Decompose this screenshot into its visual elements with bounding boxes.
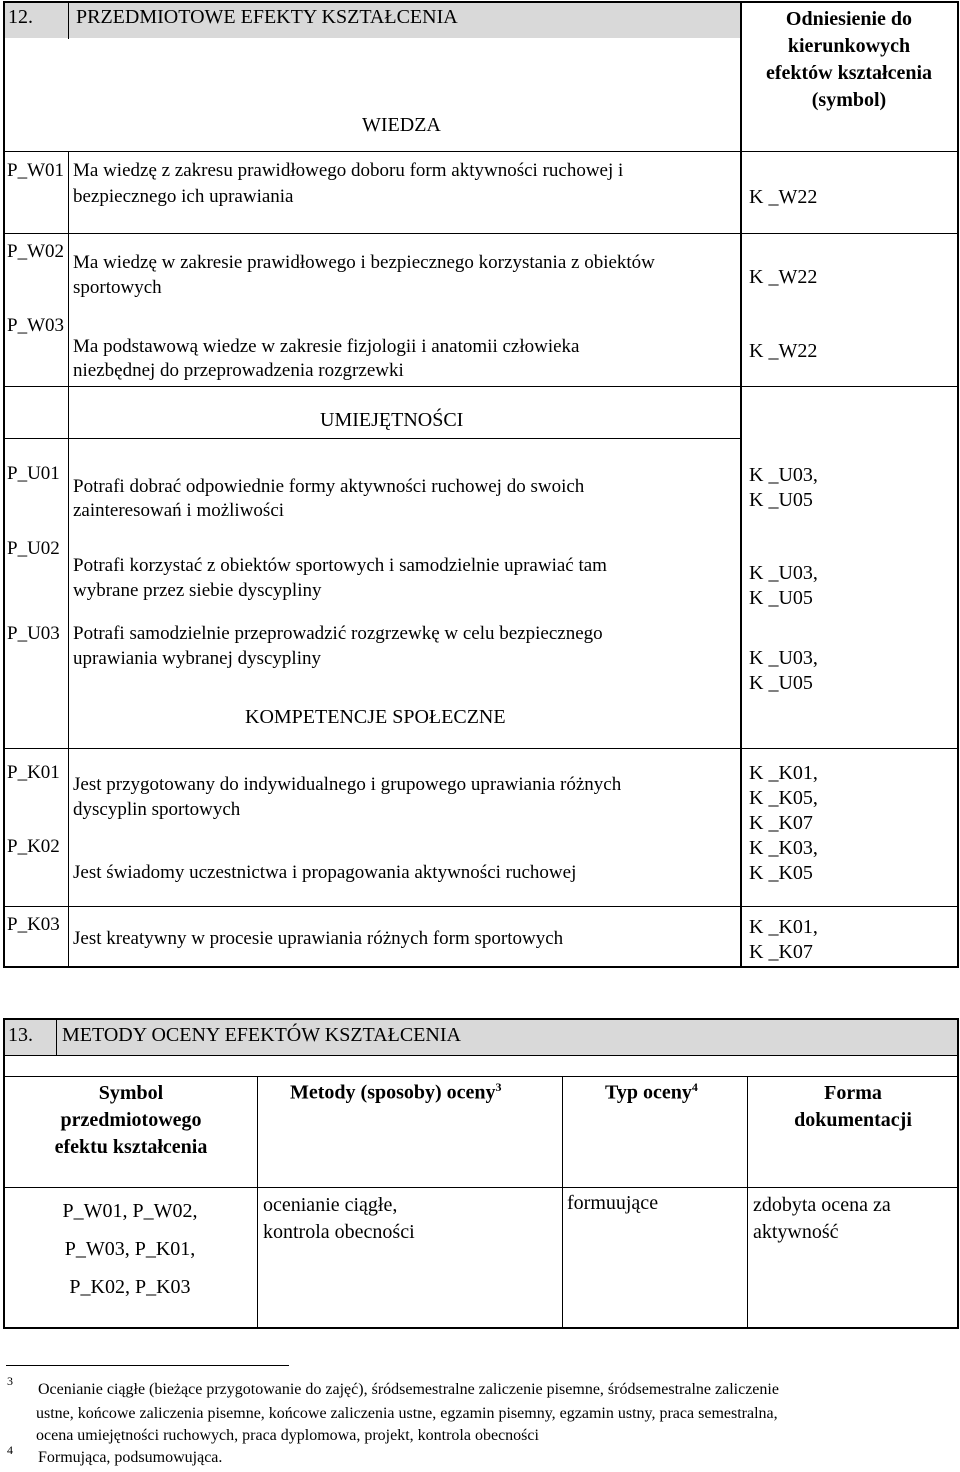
footnote-mark: 4 xyxy=(7,1443,13,1457)
effect-reference: K _U03, xyxy=(749,562,818,584)
effect-reference: K _K07 xyxy=(749,812,813,834)
reference-header-line: Odniesienie do xyxy=(785,8,913,30)
effect-description: Ma wiedzę z zakresu prawidłowego doboru form aktywności ruchowej i xyxy=(73,160,624,181)
cell-line: ocenianie ciągłe, xyxy=(263,1194,398,1216)
footnote-ref: 3 xyxy=(495,1080,502,1094)
effect-reference: K _K03, xyxy=(749,837,818,859)
cell-metody xyxy=(263,1192,415,1246)
effect-reference: K _U05 xyxy=(749,489,813,511)
cell-line: zdobyta ocena za xyxy=(753,1194,891,1216)
effect-symbol: P_K03 xyxy=(7,914,60,935)
effect-reference: K _K05, xyxy=(749,787,818,809)
reference-header-line: efektów kształcenia xyxy=(765,62,933,84)
effect-description: wybrane przez siebie dyscypliny xyxy=(73,580,322,601)
header-text: Typ oceny xyxy=(605,1081,692,1104)
effect-symbol: P_U02 xyxy=(7,538,60,559)
effect-description: Jest kreatywny w procesie uprawiania różnych form sportowych xyxy=(73,928,564,949)
reference-header-line: (symbol) xyxy=(811,89,887,111)
section-13-title: METODY OCENY EFEKTÓW KSZTAŁCENIA xyxy=(62,1024,461,1046)
effect-reference: K _U03, xyxy=(749,464,818,486)
footnote-ref: 4 xyxy=(691,1080,698,1094)
effect-reference: K _U03, xyxy=(749,647,818,669)
effect-description: niezbędnej do przeprowadzenia rozgrzewki xyxy=(73,360,404,381)
header-line: efektu kształcenia xyxy=(54,1136,208,1158)
section-12-number: 12. xyxy=(8,6,33,28)
footnote-text: ocena umiejętności ruchowych, praca dyplomowa, projekt, kontrola obecności xyxy=(36,1427,539,1444)
effect-symbol: P_K02 xyxy=(7,836,60,857)
effect-reference: K _W22 xyxy=(749,266,818,288)
cell-symbols xyxy=(0,1192,285,1306)
effect-description: Potrafi samodzielnie przeprowadzić rozgrzewkę w celu bezpiecznego xyxy=(73,623,603,644)
effect-reference: K _K05 xyxy=(749,862,813,884)
footnote-text: Ocenianie ciągłe (bieżące przygotowanie do zajęć), śródsemestralne zaliczenie pisemne, śródsemestralne zaliczenie xyxy=(38,1381,779,1398)
effect-description: sportowych xyxy=(73,277,162,298)
footnote-mark: 3 xyxy=(7,1374,13,1388)
group-label-kompetencje: KOMPETENCJE SPOŁECZNE xyxy=(245,706,506,728)
column-header-metody xyxy=(290,1080,502,1105)
section-13-number: 13. xyxy=(8,1024,33,1046)
cell-line: P_W03, P_K01, xyxy=(64,1238,196,1260)
cell-line: kontrola obecności xyxy=(263,1221,415,1243)
cell-forma xyxy=(753,1192,891,1246)
cell-line: P_W01, P_W02, xyxy=(62,1200,198,1222)
column-header-typ xyxy=(605,1080,698,1105)
effect-reference: K _W22 xyxy=(749,340,818,362)
effect-description: Potrafi korzystać z obiektów sportowych i samodzielnie uprawiać tam xyxy=(73,555,607,576)
column-header-forma xyxy=(749,1080,957,1134)
effect-symbol: P_U01 xyxy=(7,463,60,484)
effect-description: Ma podstawową wiedze w zakresie fizjologii i anatomii człowieka xyxy=(73,336,580,357)
effect-symbol: P_K01 xyxy=(7,762,60,783)
reference-header-line: kierunkowych xyxy=(787,35,911,57)
effect-symbol: P_W03 xyxy=(7,315,64,336)
effect-reference: K _K01, xyxy=(749,762,818,784)
effect-symbol: P_W01 xyxy=(7,160,64,181)
effect-description: Ma wiedzę w zakresie prawidłowego i bezpiecznego korzystania z obiektów xyxy=(73,252,655,273)
effect-description: uprawiania wybranej dyscypliny xyxy=(73,648,321,669)
footnote-separator xyxy=(6,1365,289,1366)
effect-description: zainteresowań i możliwości xyxy=(73,500,285,521)
reference-column-header xyxy=(742,6,956,114)
group-label-umiejetnosci: UMIEJĘTNOŚCI xyxy=(320,409,464,431)
header-text: Metody (sposoby) oceny xyxy=(290,1081,496,1104)
effect-symbol: P_W02 xyxy=(7,241,64,262)
effect-reference: K _U05 xyxy=(749,672,813,694)
effect-reference: K _K07 xyxy=(749,941,813,963)
effect-reference: K _K01, xyxy=(749,916,818,938)
group-label-wiedza: WIEDZA xyxy=(362,114,441,136)
effect-description: Potrafi dobrać odpowiednie formy aktywności ruchowej do swoich xyxy=(73,476,585,497)
effect-description: Jest świadomy uczestnictwa i propagowania aktywności ruchowej xyxy=(73,862,577,883)
footnote-text: Formująca, podsumowująca. xyxy=(38,1449,223,1466)
footnote-text: ustne, końcowe zaliczenia pisemne, końcowe zaliczenia ustne, egzamin pisemny, egzamin ustny, praca semestralna, xyxy=(36,1405,778,1422)
effect-description: Jest przygotowany do indywidualnego i grupowego uprawiania różnych xyxy=(73,774,622,795)
cell-typ: formuujące xyxy=(567,1192,659,1214)
column-header-symbol xyxy=(5,1080,257,1161)
header-line: dokumentacji xyxy=(794,1109,912,1131)
header-line: Forma xyxy=(824,1082,882,1104)
effect-reference: K _W22 xyxy=(749,186,818,208)
cell-line: aktywność xyxy=(753,1221,839,1243)
effect-description: bezpiecznego ich uprawiania xyxy=(73,186,294,207)
cell-line: P_K02, P_K03 xyxy=(69,1276,191,1298)
header-line: przedmiotowego xyxy=(60,1109,202,1131)
header-line: Symbol xyxy=(98,1082,164,1104)
effect-description: dyscyplin sportowych xyxy=(73,799,241,820)
section-12-title: PRZEDMIOTOWE EFEKTY KSZTAŁCENIA xyxy=(76,6,458,28)
effect-reference: K _U05 xyxy=(749,587,813,609)
effect-symbol: P_U03 xyxy=(7,623,60,644)
